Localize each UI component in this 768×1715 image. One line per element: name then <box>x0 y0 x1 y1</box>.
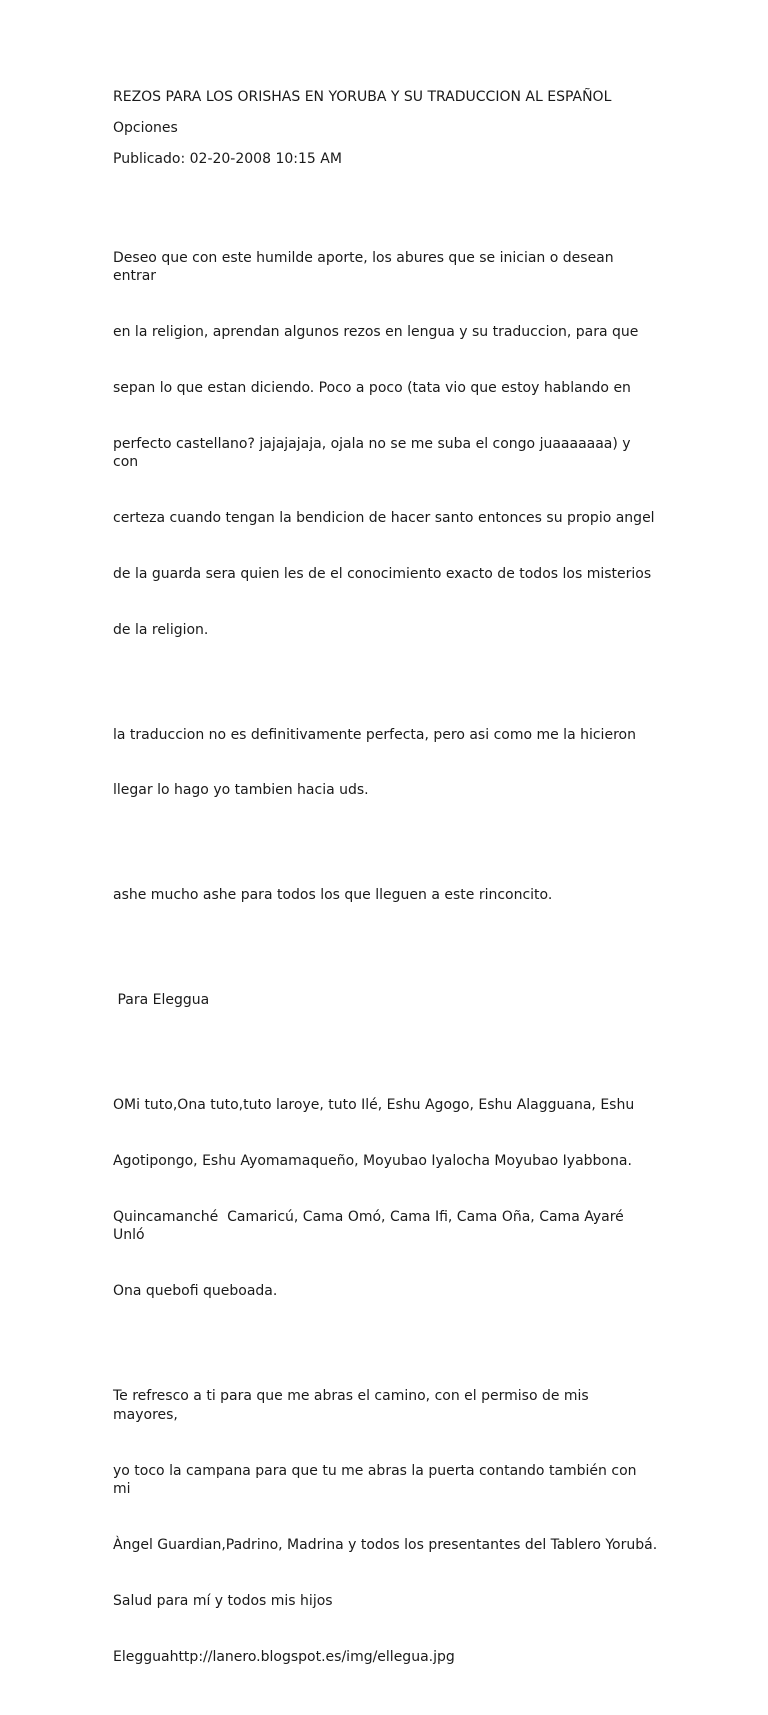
text-line: de la guarda sera quien les de el conocimiento exacto de todos los misterios <box>113 565 652 582</box>
text-line: sepan lo que estan diciendo. Poco a poco (tata vio que estoy hablando en <box>113 379 631 396</box>
document-page <box>113 88 658 1715</box>
body-paragraph-ashe <box>113 849 658 942</box>
text-line: Salud para mí y todos mis hijos <box>113 1592 333 1609</box>
text-line: Ona quebofi queboada. <box>113 1283 278 1300</box>
text-line: ashe mucho ashe para todos los que lleguen a este rinconcito. <box>113 887 553 904</box>
body-paragraph-intro <box>113 212 658 677</box>
text-line: de la religion. <box>113 621 209 638</box>
body-paragraph-spanish-translation <box>113 1350 658 1703</box>
text-line: Agotipongo, Eshu Ayomamaqueño, Moyubao Iyalocha Moyubao Iyabbona. <box>113 1153 632 1170</box>
text-line: Te refresco a ti para que me abras el camino, con el permiso de mis mayores, <box>113 1388 594 1423</box>
section-heading-eleggua <box>113 954 658 1047</box>
text-line: en la religion, aprendan algunos rezos en lengua y su traduccion, para que <box>113 324 639 341</box>
body-paragraph-translation-note <box>113 688 658 837</box>
text-line: Deseo que con este humilde aporte, los abures que se inician o desean entrar <box>113 249 619 285</box>
text-line: perfecto castellano? jajajajaja, ojala no se me suba el congo juaaaaaaa) y con <box>113 435 636 471</box>
text-line: certeza cuando tengan la bendicion de hacer santo entonces su propio angel <box>113 510 655 527</box>
text-line: OMi tuto,Ona tuto,tuto laroye, tuto Ilé, Eshu Agogo, Eshu Alagguana, Eshu <box>113 1097 635 1114</box>
text-line: Quincamanché Camaricú, Cama Omó, Cama Ifi, Cama Oña, Cama Ayaré Unló <box>113 1208 629 1244</box>
options-label: Opciones <box>113 119 178 136</box>
body-paragraph-yoruba-prayer <box>113 1059 658 1338</box>
text-line: llegar lo hago yo tambien hacia uds. <box>113 782 369 799</box>
text-line: Àngel Guardian,Padrino, Madrina y todos los presentantes del Tablero Yorubá. <box>113 1536 658 1553</box>
text-line: Eleggua​http://lanero.blogspot.es/img/ellegua.jpg <box>113 1648 455 1665</box>
text-line: Para Eleggua <box>113 992 210 1009</box>
published-date: Publicado: 02-20-2008 10:15 AM <box>113 150 342 167</box>
text-line: yo toco la campana para que tu me abras la puerta contando también con mi <box>113 1462 641 1498</box>
document-title: REZOS PARA LOS ORISHAS EN YORUBA Y SU TRADUCCION AL ESPAÑOL <box>113 89 612 105</box>
text-line: la traduccion no es definitivamente perfecta, pero asi como me la hicieron <box>113 726 636 743</box>
